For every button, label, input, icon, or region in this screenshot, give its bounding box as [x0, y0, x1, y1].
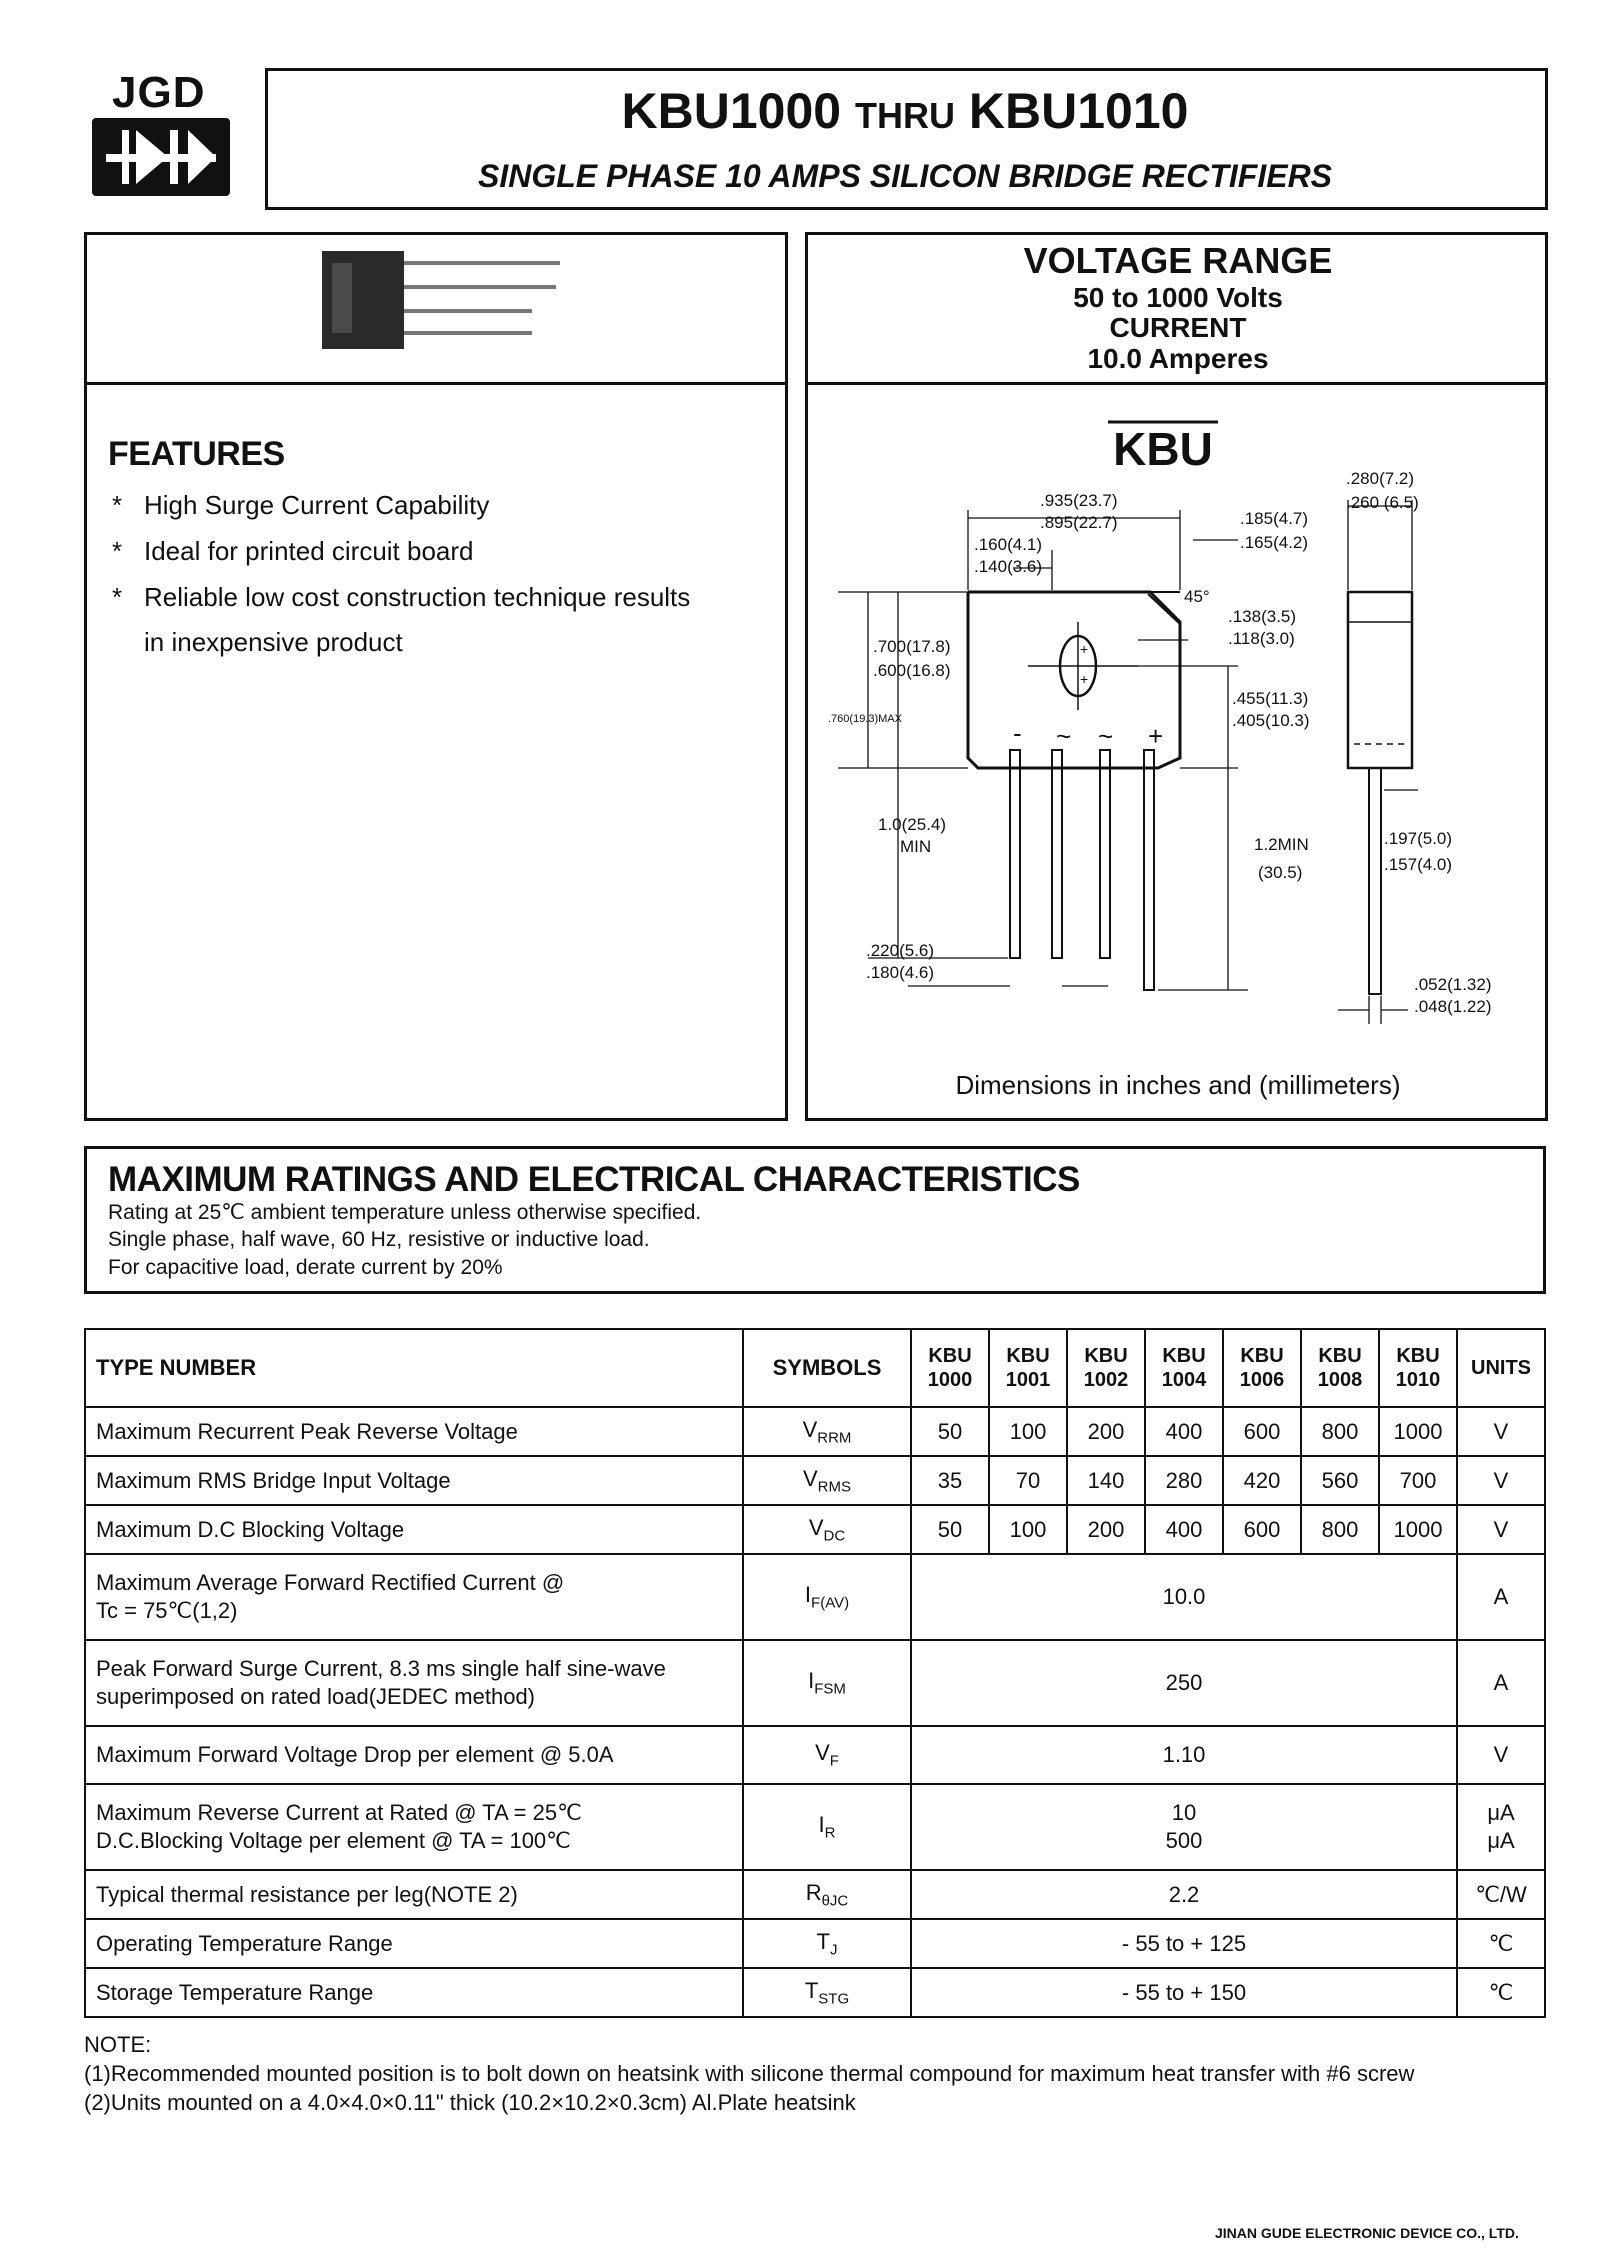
svg-text:+: + — [1080, 641, 1089, 657]
dimension-diagram — [808, 400, 1548, 1100]
dim-label: .935(23.7) — [1040, 491, 1118, 510]
voltage-range-value: 50 to 1000 Volts — [1073, 282, 1283, 313]
row-description: Maximum RMS Bridge Input Voltage — [85, 1456, 743, 1505]
col-part: KBU 1004 — [1145, 1329, 1223, 1407]
row-value: 100 — [989, 1505, 1067, 1554]
notes-title: NOTE: — [84, 2032, 152, 2057]
row-symbol: $I_{F(AV)}$ — [743, 1554, 911, 1640]
feature-item: * Reliable low cost construction technique results — [112, 582, 691, 612]
table-row — [85, 1456, 1545, 1505]
row-value: 400 — [1145, 1407, 1223, 1456]
dim-label: .220(5.6) — [866, 941, 935, 960]
row-value: 200 — [1067, 1505, 1145, 1554]
dim-label: .600(16.8) — [873, 661, 951, 680]
spec-table — [84, 1328, 1546, 2018]
row-symbol: $V_{DC}$ — [743, 1505, 911, 1554]
row-value: 200 — [1067, 1407, 1145, 1456]
page-title: KBU1000 THRU KBU1010 — [621, 83, 1189, 139]
row-description: Storage Temperature Range — [85, 1968, 743, 2017]
row-value: 1000 — [1379, 1407, 1457, 1456]
dim-label: .405(10.3) — [1232, 711, 1310, 730]
row-description: Maximum Forward Voltage Drop per element @ 5.0A — [85, 1726, 743, 1784]
dim-label: .118(3.0) — [1228, 629, 1295, 648]
table-row — [85, 1554, 1545, 1640]
row-value: - 55 to + 125 — [911, 1919, 1457, 1968]
table-header-row — [85, 1329, 1545, 1407]
col-part: KBU 1006 — [1223, 1329, 1301, 1407]
note-item: (1)Recommended mounted position is to bolt down on heatsink with silicone thermal compound for maximum heat transfer with #6 screw — [84, 2061, 1415, 2086]
col-type-number: TYPE NUMBER — [85, 1329, 743, 1407]
row-description: Maximum Average Forward Rectified Current @ Tc = 75℃(1,2) — [85, 1554, 743, 1640]
dim-label: .260 (6.5) — [1346, 493, 1419, 512]
dim-label: .160(4.1) — [974, 535, 1043, 554]
row-unit: V — [1457, 1505, 1545, 1554]
product-photo — [310, 245, 570, 360]
col-part: KBU 1010 — [1379, 1329, 1457, 1407]
package-label: KBU — [1113, 423, 1213, 475]
dim-label: .455(11.3) — [1232, 689, 1309, 708]
row-value: 400 — [1145, 1505, 1223, 1554]
dim-label: .185(4.7) — [1240, 509, 1309, 528]
row-unit: A — [1457, 1554, 1545, 1640]
row-value: 140 — [1067, 1456, 1145, 1505]
row-value: 600 — [1223, 1407, 1301, 1456]
row-value: 2.2 — [911, 1870, 1457, 1919]
row-description: Maximum Recurrent Peak Reverse Voltage — [85, 1407, 743, 1456]
row-unit: ℃ — [1457, 1968, 1545, 2017]
col-symbols: SYMBOLS — [743, 1329, 911, 1407]
row-value: 70 — [989, 1456, 1067, 1505]
dim-label: .165(4.2) — [1240, 533, 1309, 552]
table-row — [85, 1784, 1545, 1870]
row-value: 250 — [911, 1640, 1457, 1726]
table-row — [85, 1968, 1545, 2017]
feature-item: * High Surge Current Capability — [112, 490, 490, 520]
dim-label: .197(5.0) — [1384, 829, 1453, 848]
dim-label: MIN — [900, 837, 932, 856]
row-description: Typical thermal resistance per leg(NOTE 2) — [85, 1870, 743, 1919]
row-value: 50 — [911, 1407, 989, 1456]
company-footer: JINAN GUDE ELECTRONIC DEVICE CO., LTD. — [1215, 2225, 1519, 2241]
col-part: KBU 1002 — [1067, 1329, 1145, 1407]
row-symbol: $V_F$ — [743, 1726, 911, 1784]
dim-label: 1.2MIN — [1254, 835, 1309, 854]
row-value: 1.10 — [911, 1726, 1457, 1784]
row-symbol: $V_{RMS}$ — [743, 1456, 911, 1505]
table-row — [85, 1505, 1545, 1554]
row-value: - 55 to + 150 — [911, 1968, 1457, 2017]
table-row — [85, 1870, 1545, 1919]
row-symbol: $R_{\theta JC}$ — [743, 1870, 911, 1919]
dim-label: (30.5) — [1258, 863, 1303, 882]
table-row — [85, 1726, 1545, 1784]
dim-label: .280(7.2) — [1346, 469, 1415, 488]
col-units: UNITS — [1457, 1329, 1545, 1407]
row-value: 800 — [1301, 1505, 1379, 1554]
row-symbol: $I_R$ — [743, 1784, 911, 1870]
row-description: Peak Forward Surge Current, 8.3 ms single half sine-wave superimposed on rated load(JEDEC method) — [85, 1640, 743, 1726]
row-symbol: $I_{FSM}$ — [743, 1640, 911, 1726]
row-unit: V — [1457, 1456, 1545, 1505]
row-unit: ℃ — [1457, 1919, 1545, 1968]
logo-diode-icon — [92, 118, 230, 196]
row-value: 420 — [1223, 1456, 1301, 1505]
row-description: Maximum Reverse Current at Rated @ TA = 25℃ D.C.Blocking Voltage per element @ TA = 100℃ — [85, 1784, 743, 1870]
current-value: 10.0 Amperes — [1087, 343, 1269, 374]
dimension-note: Dimensions in inches and (millimeters) — [955, 1070, 1401, 1100]
note-item: (2)Units mounted on a 4.0×4.0×0.11" thick (10.2×10.2×0.3cm) Al.Plate heatsink — [84, 2090, 856, 2115]
row-value: 1000 — [1379, 1505, 1457, 1554]
page-subtitle: SINGLE PHASE 10 AMPS SILICON BRIDGE RECTIFIERS — [477, 158, 1333, 194]
ratings-condition: For capacitive load, derate current by 20% — [108, 1256, 503, 1279]
logo-text: JGD — [112, 68, 206, 117]
row-value: 35 — [911, 1456, 989, 1505]
dim-label: 1.0(25.4) — [878, 815, 947, 834]
dim-label: .140(3.6) — [974, 557, 1043, 576]
table-row — [85, 1407, 1545, 1456]
row-unit: ℃/W — [1457, 1870, 1545, 1919]
notes-section — [84, 2030, 1414, 2117]
table-row — [85, 1919, 1545, 1968]
features-title: FEATURES — [108, 435, 285, 473]
voltage-range-title: VOLTAGE RANGE — [1023, 240, 1333, 281]
dim-label: .138(3.5) — [1228, 607, 1297, 626]
dim-label: .895(22.7) — [1040, 513, 1118, 532]
row-symbol: $T_J$ — [743, 1919, 911, 1968]
ratings-title: MAXIMUM RATINGS AND ELECTRICAL CHARACTERISTICS — [108, 1160, 1080, 1199]
row-value: 10 500 — [911, 1784, 1457, 1870]
terminal-ac2: ~ — [1098, 721, 1114, 751]
row-unit: μA μA — [1457, 1784, 1545, 1870]
row-value: 100 — [989, 1407, 1067, 1456]
row-value: 600 — [1223, 1505, 1301, 1554]
row-unit: V — [1457, 1726, 1545, 1784]
dim-label: .048(1.22) — [1414, 997, 1492, 1016]
dim-label: .180(4.6) — [866, 963, 935, 982]
row-value: 50 — [911, 1505, 989, 1554]
col-part: KBU 1000 — [911, 1329, 989, 1407]
row-unit: V — [1457, 1407, 1545, 1456]
row-description: Operating Temperature Range — [85, 1919, 743, 1968]
dim-label: .157(4.0) — [1384, 855, 1453, 874]
feature-item: in inexpensive product — [144, 627, 403, 657]
row-symbol: $T_{STG}$ — [743, 1968, 911, 2017]
row-value: 10.0 — [911, 1554, 1457, 1640]
ratings-condition: Rating at 25℃ ambient temperature unless otherwise specified. — [108, 1201, 702, 1224]
svg-text:+: + — [1080, 671, 1089, 687]
row-value: 700 — [1379, 1456, 1457, 1505]
ratings-condition: Single phase, half wave, 60 Hz, resistive or inductive load. — [108, 1228, 650, 1251]
row-symbol: $V_{RRM}$ — [743, 1407, 911, 1456]
dim-label: .700(17.8) — [873, 637, 951, 656]
dim-label: 45° — [1184, 587, 1210, 606]
terminal-ac1: ~ — [1056, 721, 1072, 751]
row-value: 560 — [1301, 1456, 1379, 1505]
dim-label: .760(19.3)MAX — [828, 713, 902, 725]
row-value: 280 — [1145, 1456, 1223, 1505]
row-description: Maximum D.C Blocking Voltage — [85, 1505, 743, 1554]
table-row — [85, 1640, 1545, 1726]
current-label: CURRENT — [1109, 312, 1247, 343]
terminal-minus: - — [1013, 718, 1022, 748]
terminal-plus: + — [1148, 721, 1164, 751]
col-part: KBU 1008 — [1301, 1329, 1379, 1407]
col-part: KBU 1001 — [989, 1329, 1067, 1407]
feature-item: * Ideal for printed circuit board — [112, 536, 474, 566]
dim-label: .052(1.32) — [1414, 975, 1492, 994]
row-value: 800 — [1301, 1407, 1379, 1456]
row-unit: A — [1457, 1640, 1545, 1726]
